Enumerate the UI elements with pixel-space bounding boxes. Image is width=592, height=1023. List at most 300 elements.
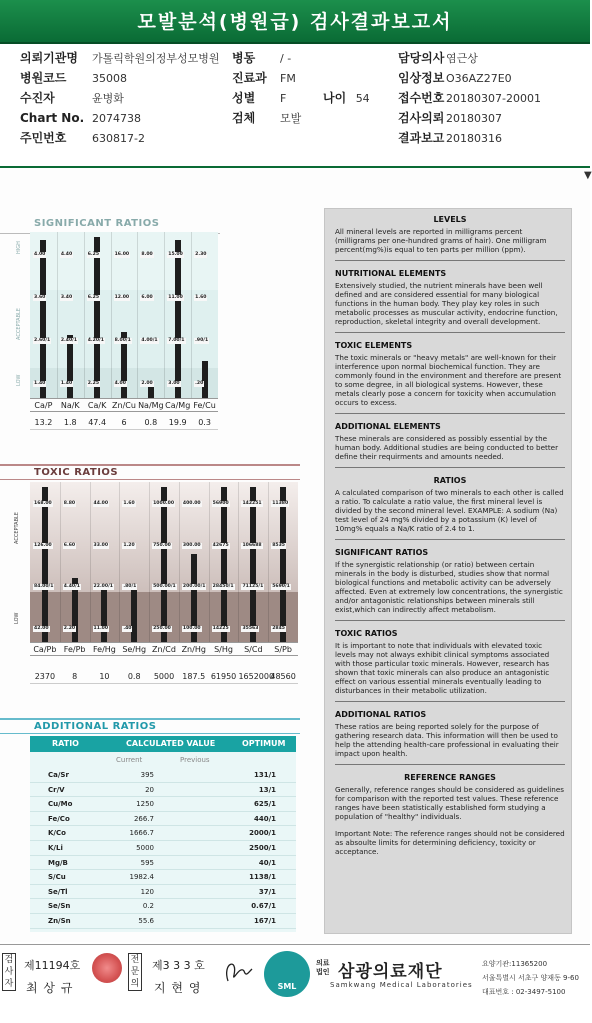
- current-cell: 395: [140, 771, 154, 779]
- seal-stamp: [92, 953, 122, 983]
- note-title: TOXIC RATIOS: [335, 629, 398, 638]
- table-row: [30, 812, 296, 827]
- toxic-categories: [30, 642, 298, 656]
- tick-label: 2.25: [87, 381, 100, 386]
- ratio-cell: K/Co: [48, 829, 66, 838]
- value-label: 19.9: [168, 418, 187, 427]
- significant-categories: [30, 398, 218, 412]
- column-divider: [164, 232, 165, 398]
- header-field: [20, 72, 220, 92]
- tick-label: 4.40/1: [63, 584, 80, 589]
- note-block: [335, 773, 565, 821]
- note-title: TOXIC ELEMENTS: [335, 341, 413, 350]
- category-label: S/Pb: [274, 645, 292, 654]
- header-field-label: 검사의뢰: [398, 111, 445, 125]
- category-label: Na/K: [60, 401, 80, 410]
- tick-label: 42675: [212, 543, 229, 548]
- tick-label: 8.00: [141, 252, 153, 257]
- value-label: 187.5: [182, 672, 206, 681]
- tester-name: 최 상 규: [26, 981, 74, 995]
- table-row: [30, 870, 296, 885]
- col-calculated-value: CALCULATED VALUE: [126, 739, 216, 748]
- tick-label: 6.25: [87, 295, 100, 300]
- tick-label: 4.20/1: [87, 338, 104, 343]
- column-divider: [90, 482, 91, 642]
- header-field-label: 진료과: [232, 71, 267, 85]
- column-divider: [111, 232, 112, 398]
- ratio-cell: Se/Tl: [48, 887, 68, 896]
- header-field: [20, 132, 220, 152]
- optimum-cell: 625/1: [253, 800, 276, 809]
- note-divider: [335, 260, 565, 261]
- additional-ratios-table: [30, 736, 296, 932]
- note-divider: [335, 764, 565, 765]
- org-english: Samkwang Medical Laboratories: [330, 981, 473, 989]
- corner-mark: ▼: [584, 170, 592, 181]
- ratio-cell: K/Li: [48, 843, 63, 852]
- toxic-band-labels: [14, 488, 28, 628]
- tick-label: 11.00: [93, 626, 109, 631]
- significant-ratios-chart: [30, 232, 218, 398]
- tester-label: 검사자: [2, 953, 16, 991]
- value-label: 0.8: [144, 418, 158, 427]
- tick-label: 2.20: [63, 626, 76, 631]
- header-field-value: / -: [280, 52, 292, 65]
- sub-previous: Previous: [180, 756, 210, 764]
- tick-label: 400.00: [182, 501, 201, 506]
- category-label: Ca/Pb: [33, 645, 57, 654]
- header-field-value: FM: [280, 72, 296, 85]
- tick-label: 750.00: [153, 543, 171, 548]
- tick-label: .90/1: [195, 338, 209, 343]
- column-divider: [209, 482, 210, 642]
- additional-heading: ADDITIONAL RATIOS: [34, 721, 157, 732]
- band-label-low: LOW: [16, 374, 22, 386]
- category-label: Se/Hg: [122, 645, 147, 654]
- specialist-label: 전문의: [128, 953, 142, 991]
- tick-label: 28450/1: [212, 584, 234, 589]
- tick-label: 6.00: [141, 295, 153, 300]
- tick-label: 71125/1: [242, 584, 264, 589]
- notes-content: [335, 215, 565, 864]
- tick-label: 1.40: [34, 381, 46, 386]
- tick-label: 8.80: [63, 501, 76, 506]
- note-text: All mineral levels are reported in milligrams percent (milligrams per one-hundred grams of hair). One milligram percent(mg%)is equal to ten parts per million (ppm).: [335, 227, 547, 254]
- header-field-label: 주민번호: [20, 131, 67, 145]
- ratio-cell: Mg/B: [48, 858, 68, 867]
- table-header: [30, 736, 296, 752]
- current-cell: 120: [140, 887, 154, 896]
- patient-header: [0, 46, 590, 166]
- table-row: [30, 899, 296, 914]
- header-field: [398, 72, 541, 92]
- category-label: Ca/Mg: [165, 401, 191, 410]
- tick-label: 6.25: [87, 252, 100, 257]
- header-field: [398, 52, 541, 72]
- header-field-value: 35008: [92, 72, 127, 85]
- optimum-cell: 37/1: [258, 887, 276, 896]
- chart-bar: [42, 487, 48, 642]
- category-label: Ca/P: [34, 401, 53, 410]
- age-field: [323, 92, 370, 105]
- current-cell: 0.2: [142, 902, 154, 911]
- tester-license: 제11194호: [24, 959, 81, 972]
- table-row: [30, 797, 296, 812]
- column-divider: [179, 482, 180, 642]
- header-field-value: 20180307: [446, 112, 502, 125]
- header-field-label: 성별: [232, 91, 256, 105]
- logo-text: SML: [277, 982, 297, 991]
- header-field-value: O36AZ27E0: [446, 72, 512, 85]
- column-divider: [191, 232, 192, 398]
- header-field: [232, 112, 301, 132]
- category-label: Zn/Cd: [152, 645, 176, 654]
- ratio-cell: Ca/Sr: [48, 771, 69, 779]
- tick-label: 500.00/1: [153, 584, 176, 589]
- column-divider: [57, 232, 58, 398]
- value-label: 5000: [153, 672, 175, 681]
- tick-label: 11.00: [168, 295, 183, 300]
- category-label: Fe/Pb: [63, 645, 86, 654]
- note-text: Extensively studied, the nutrient minerals have been well defined and are considered essential for many biological functions in the human body. They play key roles in such metabolic processes as muscular activity, endocrine function, reproduction, skeletal integrity and overall development.: [335, 281, 558, 326]
- note-divider: [335, 413, 565, 414]
- value-label: 6: [121, 418, 127, 427]
- current-cell: 55.6: [138, 916, 154, 925]
- note-block: [335, 215, 565, 261]
- ratio-cell: Se/Sn: [48, 902, 71, 911]
- band-label-acceptable: ACCEPTABLE: [16, 308, 22, 340]
- org-name: 삼광의료재단: [338, 962, 443, 982]
- tick-label: 8.00/1: [114, 338, 131, 343]
- tick-label: 56900: [212, 501, 229, 506]
- value-label: 47.4: [88, 418, 107, 427]
- note-title: NUTRITIONAL ELEMENTS: [335, 269, 447, 278]
- note-block: [335, 548, 565, 621]
- table-row: [30, 885, 296, 900]
- chart-bar: [221, 487, 227, 642]
- chart-bar: [175, 240, 181, 398]
- tick-label: 1.40: [60, 381, 73, 386]
- current-cell: 266.7: [133, 814, 154, 823]
- category-label: S/Hg: [214, 645, 233, 654]
- header-field-label: 의뢰기관명: [20, 51, 78, 65]
- column-divider: [137, 232, 138, 398]
- report-page: [0, 170, 590, 942]
- table-body: [30, 768, 296, 929]
- col-optimum: OPTIMUM: [242, 739, 286, 748]
- tick-label: 1000.00: [153, 501, 175, 506]
- ratio-cell: Cr/V: [48, 785, 65, 794]
- tick-label: 2.00: [141, 381, 153, 386]
- header-left-column: [20, 52, 220, 152]
- table-row: [30, 856, 296, 871]
- tick-label: 11380: [272, 501, 289, 506]
- value-label: 1652000: [238, 672, 275, 681]
- high-band: [30, 232, 218, 290]
- category-label: Fe/Hg: [92, 645, 116, 654]
- current-cell: 20: [145, 785, 154, 794]
- tick-label: 4.00: [34, 252, 46, 257]
- current-cell: 595: [140, 858, 154, 867]
- column-divider: [60, 482, 61, 642]
- current-cell: 1982.4: [129, 873, 154, 882]
- age-value: 54: [355, 92, 370, 105]
- note-divider: [335, 701, 565, 702]
- tick-label: 4.00: [114, 381, 126, 386]
- note-divider: [335, 332, 565, 333]
- header-field: [20, 52, 220, 72]
- org-info: [482, 957, 579, 999]
- header-field-label: 검체: [232, 111, 256, 125]
- note-divider: [335, 467, 565, 468]
- tick-label: 3.60: [34, 295, 46, 300]
- tick-label: 6.60: [63, 543, 76, 548]
- table-row: [30, 768, 296, 783]
- note-text: Important Note: The reference ranges should not be considered as absoulte limits for determining deficiency, toxicity or acceptance.: [335, 829, 565, 856]
- tick-label: 200.00/1: [182, 584, 206, 589]
- note-block: [335, 476, 565, 540]
- specialist-name: 지 현 영: [154, 981, 202, 995]
- header-field-label: 접수번호: [398, 91, 445, 105]
- optimum-cell: 167/1: [253, 916, 276, 925]
- header-field: [398, 132, 541, 152]
- note-title: ADDITIONAL ELEMENTS: [335, 422, 441, 431]
- category-label: Zn/Cu: [112, 401, 136, 410]
- tick-label: 3.40: [60, 295, 73, 300]
- optimum-cell: 440/1: [253, 814, 276, 823]
- tick-label: 300.00: [182, 543, 201, 548]
- header-field-value: F: [280, 92, 287, 105]
- tick-label: .20: [195, 381, 204, 386]
- tick-label: 84.00/1: [34, 584, 54, 589]
- org-phone: 대표번호 : 02-3497-5100: [482, 988, 566, 996]
- header-field: [398, 92, 541, 112]
- header-field-value: 모발: [280, 112, 302, 125]
- note-divider: [335, 620, 565, 621]
- value-label: 0.3: [198, 418, 211, 427]
- band-label-acceptable: ACCEPTABLE: [14, 512, 20, 544]
- category-label: Ca/K: [87, 401, 107, 410]
- note-block: [335, 829, 565, 856]
- optimum-cell: 131/1: [253, 771, 276, 779]
- tick-label: 2845: [272, 626, 286, 631]
- toxic-ratios-chart: [30, 482, 298, 642]
- notes-panel: [324, 208, 572, 934]
- header-field-value: 염근상: [446, 52, 478, 65]
- table-row: [30, 826, 296, 841]
- optimum-cell: 2500/1: [249, 843, 276, 852]
- category-label: S/Cd: [244, 645, 263, 654]
- header-field-label: 임상정보: [398, 71, 445, 85]
- tick-label: 168.00: [34, 501, 52, 506]
- note-block: [335, 341, 565, 414]
- sub-current: Current: [116, 756, 143, 764]
- note-divider: [335, 539, 565, 540]
- value-label: 48560: [270, 672, 296, 681]
- header-field: [232, 92, 301, 112]
- header-field: [20, 112, 220, 132]
- table-row: [30, 841, 296, 856]
- ratio-cell: Cu/Mo: [48, 800, 73, 809]
- tick-label: 7.00/1: [168, 338, 185, 343]
- tick-label: 4.40: [60, 252, 73, 257]
- tick-label: 2.30: [195, 252, 207, 257]
- report-title: 모발분석(병원급) 검사결과보고서: [0, 0, 590, 44]
- note-text: Generally, reference ranges should be considered as guidelines for comparison with the reported test values. These reference ranges have been statistically established form studying a population of "healthy" individuals.: [335, 785, 564, 821]
- value-label: 0.8: [127, 672, 141, 681]
- sml-logo: [264, 951, 310, 997]
- chart-bar: [40, 240, 46, 398]
- value-label: 8: [72, 672, 78, 681]
- tick-label: 126.00: [34, 543, 52, 548]
- note-block: [335, 629, 565, 702]
- specialist-license: 제3 3 3 호: [152, 959, 205, 972]
- tick-label: 106688: [242, 543, 262, 548]
- org-prefix: 의료법인: [316, 959, 330, 976]
- header-divider: [0, 166, 590, 168]
- note-text: The toxic minerals or "heavy metals" are well-known for their interference upon normal biochemical function. They are commonly found in the environment and therefore are present to some degree, in all biological systems. However, these metals clearly pose a concern for toxicity when accumulation occurs to excess.: [335, 353, 562, 407]
- header-field-value: 윤병화: [92, 92, 124, 105]
- chart-bar: [67, 335, 73, 398]
- chart-bar: [94, 237, 100, 398]
- note-text: These minerals are considered as possibly essential by the human body. Additional studies are being conducted to better define their requirments and amounts needed.: [335, 434, 559, 461]
- tick-label: 35563: [242, 626, 259, 631]
- table-row: [30, 914, 296, 929]
- ratio-cell: S/Cu: [48, 873, 66, 882]
- optimum-cell: 40/1: [258, 858, 276, 867]
- header-middle-column: [232, 52, 301, 132]
- note-title: LEVELS: [433, 215, 467, 224]
- column-divider: [268, 482, 269, 642]
- header-field: [20, 92, 220, 112]
- header-field-label: 수진자: [20, 91, 55, 105]
- tick-label: 1.20: [123, 543, 135, 548]
- col-ratio: RATIO: [52, 739, 79, 748]
- chart-bar: [131, 586, 137, 642]
- significant-heading: SIGNIFICANT RATIOS: [34, 218, 160, 229]
- toxic-heading: TOXIC RATIOS: [34, 467, 119, 478]
- tick-label: 12.00: [114, 295, 130, 300]
- optimum-cell: 13/1: [258, 785, 276, 794]
- header-field-label: 병동: [232, 51, 256, 65]
- note-text: It is important to note that individuals with elevated toxic levels may not always exhibit clinical symptoms associated with those particular toxic minerals. However, research has shown that toxic minerals can also produce an antagonistic effect on various essential minerals eventually leading to disturbances in their metabolic utilization.: [335, 641, 550, 695]
- column-divider: [238, 482, 239, 642]
- tick-label: 1.60: [123, 501, 135, 506]
- tick-label: 33.00: [93, 543, 109, 548]
- org-address: 서울특별시 서초구 양재동 9-60: [482, 974, 579, 982]
- column-divider: [84, 232, 85, 398]
- ratio-cell: Zn/Sn: [48, 916, 71, 925]
- chart-bar: [280, 487, 286, 642]
- note-text: These ratios are being reported solely for the purpose of gathering research data. This information will then be used to help the attending health-care professional in evaluating their impact upon health.: [335, 722, 559, 758]
- value-label: 10: [99, 672, 110, 681]
- chart-bar: [202, 361, 208, 398]
- header-field-value: 2074738: [92, 112, 141, 125]
- tick-label: 16.00: [114, 252, 130, 257]
- toxic-values: [30, 670, 298, 684]
- tick-label: 15.00: [168, 252, 183, 257]
- note-title: RATIOS: [433, 476, 467, 485]
- current-cell: 1250: [136, 800, 154, 809]
- tick-label: 4.00/1: [141, 338, 158, 343]
- optimum-cell: 1138/1: [249, 873, 276, 882]
- tick-label: 142251: [242, 501, 262, 506]
- header-field-value: 20180316: [446, 132, 502, 145]
- significant-heading-bar: [0, 214, 220, 234]
- category-label: Zn/Hg: [181, 645, 206, 654]
- column-divider: [149, 482, 150, 642]
- band-label-low: LOW: [14, 612, 20, 624]
- tick-label: 100.00: [182, 626, 201, 631]
- note-title: SIGNIFICANT RATIOS: [335, 548, 429, 557]
- current-cell: 1666.7: [129, 829, 154, 838]
- age-label: 나이: [323, 91, 347, 105]
- tick-label: 2.40/1: [60, 338, 78, 343]
- ratio-cell: Fe/Co: [48, 814, 70, 823]
- toxic-heading-bar: [0, 464, 300, 480]
- note-text: A calculated comparison of two minerals to each other is called a ratio. To calculate a ratio value, the first mineral level is divided by the second mineral level. EXAMPLE: A sodium (Na) test level of 24 mg% divided by a potassium (K) level of 10mg% equals a Na/K ratio of 2.4 to 1.: [335, 488, 564, 533]
- tick-label: 1.60: [195, 295, 207, 300]
- tick-label: 44.00: [93, 501, 109, 506]
- header-right-column: [398, 52, 541, 152]
- note-block: [335, 710, 565, 765]
- chart-bar: [250, 487, 256, 642]
- footer: [0, 944, 590, 1010]
- header-field: [232, 52, 301, 72]
- tick-label: 42.00: [34, 626, 49, 631]
- additional-heading-bar: [0, 718, 300, 734]
- optimum-cell: 0.67/1: [251, 902, 276, 911]
- header-field: [398, 112, 541, 132]
- header-field-label: 병원코드: [20, 71, 67, 85]
- header-field-label: 결과보고: [398, 131, 445, 145]
- tick-label: 22.00/1: [93, 584, 113, 589]
- note-title: ADDITIONAL RATIOS: [335, 710, 427, 719]
- note-title: REFERENCE RANGES: [404, 773, 496, 782]
- header-field-value: 20180307-20001: [446, 92, 541, 105]
- chart-bar: [161, 487, 167, 642]
- header-field-label: Chart No.: [20, 111, 85, 125]
- tick-label: 14225: [212, 626, 229, 631]
- header-field-value: 가톨릭학원의정부성모병원: [92, 52, 220, 65]
- tick-label: 8535: [272, 543, 286, 548]
- table-row: [30, 783, 296, 798]
- value-label: 1.8: [63, 418, 77, 427]
- current-cell: 5000: [136, 843, 154, 852]
- band-label-high: HIGH: [16, 241, 22, 254]
- tick-label: 250.00: [153, 626, 171, 631]
- signature-icon: [220, 953, 254, 993]
- header-field-value: 630817-2: [92, 132, 145, 145]
- note-text: If the synergistic relationship (or ratio) between certain minerals in the body is disturbed, studies show that normal biological functions and metabolic activity can be adversely affected. Even at extremely low concentrations, the synergistic and/or antagonistic relationships between minerals still exist,which can indirectly affect metabolism.: [335, 560, 563, 614]
- column-divider: [119, 482, 120, 642]
- note-block: [335, 422, 565, 468]
- note-block: [335, 269, 565, 333]
- significant-values: [30, 416, 218, 430]
- tick-label: .80/1: [123, 584, 137, 589]
- header-field-label: 담당의사: [398, 51, 445, 65]
- value-label: 2370: [34, 672, 56, 681]
- category-label: Na/Mg: [138, 401, 164, 410]
- optimum-cell: 2000/1: [249, 829, 276, 838]
- value-label: 13.2: [34, 418, 53, 427]
- value-label: 61950: [210, 672, 237, 681]
- tick-label: 5690/1: [272, 584, 290, 589]
- org-reg: 요양기관:11365200: [482, 960, 548, 968]
- header-field: [232, 72, 301, 92]
- tick-label: .40: [123, 626, 132, 631]
- tick-label: 2.60/1: [34, 338, 51, 343]
